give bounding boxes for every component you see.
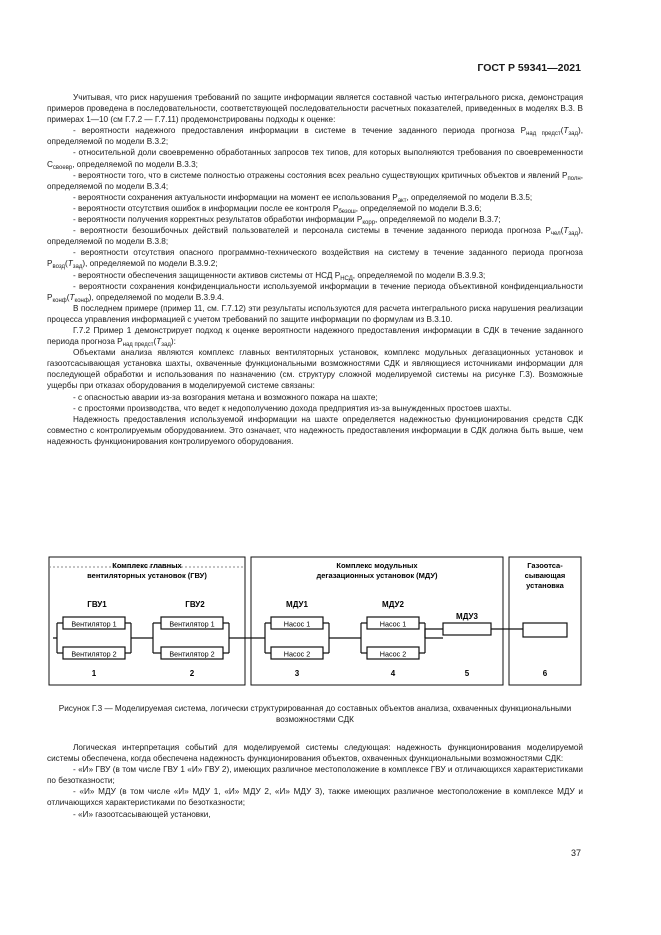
paragraph: Г.7.2 Пример 1 демонстрирует подход к оценке вероятности надежного предоставления информации в СДК в течение заданного периода прогноза $P_{над предст}(T_{зад})$: <box>47 325 583 349</box>
mdu2-label: МДУ2 <box>382 600 404 609</box>
paragraph: Логическая интерпретация событий для моделируемой системы следующая: надежность функционирования моделируемой системы обеспечена, когда обеспечена надежность функционирования объектов, охваченных функциональными возможностями СДК: <box>47 743 583 764</box>
list-item: - вероятности получения корректных результатов обработки информации $P_{корр}$, определяемой по модели В.3.7; <box>73 215 501 227</box>
paragraph: Надежность предоставления используемой информации на шахте определяется надежностью функционирования средств СДК совместно с контролируемым оборудованием. Это означает, что надежность предоставления информации в СДК должна быть выше, чем надежность функционирования контролируемого оборудования. <box>47 414 583 446</box>
list-item: - «И» газоотсасывающей установки, <box>73 809 211 819</box>
figure-caption: Рисунок Г.3 — Моделируемая система, логически структурированная до составных объектов анализа, охваченных функциональными возможностями СДК <box>58 704 572 725</box>
page-number: 37 <box>570 848 581 858</box>
mdu3-label: МДУ3 <box>456 612 478 621</box>
list-item: - вероятности отсутствия опасного программно-технического воздействия на систему в течение заданного периода прогноза $P_{возд}(T_{зад})$, определяемой по модели В.3.9.2; <box>47 248 583 271</box>
list-item: - «И» МДУ (в том числе «И» МДУ 1, «И» МДУ 2, «И» МДУ 3), также имеющих различное местоположение в комплексе МДУ и отличающихся характеристиками по безотказности; <box>47 787 583 808</box>
object-number-1: 1 <box>91 669 97 678</box>
standard-number: ГОСТ Р 59341—2021 <box>477 62 581 74</box>
paragraph: В последнем примере (пример 11, см. Г.7.12) эти результаты используются для расчета интегрального риска нарушения реализации процесса управления информацией с учетом требований по защите информации по формулам из В.3.10. <box>47 303 583 324</box>
list-item: - «И» ГВУ (в том числе ГВУ 1 «И» ГВУ 2), имеющих различное местоположение в комплексе ГВУ и отличающихся характеристиками по безотказности; <box>47 765 583 786</box>
mdu-title-line2: дегазационных установок (МДУ) <box>316 571 438 580</box>
list-item: - вероятности сохранения конфиденциальности используемой информации в течение периода объективной конфиденциальности $P_{конф}(T_{конф})$, определяемой по модели В.3.9.4. <box>47 281 583 304</box>
mdu1-pump1: Насос 1 <box>283 619 311 629</box>
system-structure-diagram <box>47 555 583 687</box>
list-item: - вероятности того, что в системе полностью отражены состояния всех реально существующих критичных объектов и явлений $P_{полн}$, определяемой по модели В.3.4; <box>47 170 583 191</box>
object-number-3: 3 <box>294 669 300 678</box>
gvu2-label: ГВУ2 <box>185 600 205 609</box>
mdu1-label: МДУ1 <box>286 600 308 609</box>
object-number-6: 6 <box>542 669 548 678</box>
body-text-bottom <box>47 742 583 820</box>
list-item: - с опасностью аварии из-за возгорания метана и возможного пожара на шахте; <box>73 392 378 402</box>
object-number-4: 4 <box>390 669 396 678</box>
gou-title-line2: сывающая <box>524 571 566 580</box>
object-number-2: 2 <box>189 669 195 678</box>
paragraph: Учитывая, что риск нарушения требований по защите информации является составной частью интегрального риска, демонстрация примеров проведена в последовательности, соответствующей последовательности расчетных показателей, приведенных в моделях В.3. В примерах 1—10 (см Г.7.2 — Г.7.11) продемонстрированы подходы к оценке: <box>47 93 583 125</box>
gvu-title-line1: Комплекс главных <box>112 561 182 570</box>
body-text-top <box>47 92 583 447</box>
gvu2-fan1: Вентилятор 1 <box>169 619 215 629</box>
mdu2-pump2: Насос 2 <box>379 649 407 659</box>
list-item: - с простоями производства, что ведет к недополучению дохода предприятия из-за вынужденных простоев шахты. <box>73 403 512 413</box>
mdu-title-line1: Комплекс модульных <box>336 561 418 570</box>
gvu-title-line2: вентиляторных установок (ГВУ) <box>87 571 207 580</box>
list-item: - вероятности надежного предоставления информации в системе в течение заданного периода прогноза $P_{над предст}(T_{зад})$, определяемой по модели В.3.2; <box>47 126 583 147</box>
gou-title-line1: Газоотса- <box>527 561 563 570</box>
gou-title-line3: установка <box>526 581 564 590</box>
gvu1-fan2: Вентилятор 2 <box>71 649 117 659</box>
gvu1-fan1: Вентилятор 1 <box>71 619 117 629</box>
list-item: - относительной доли своевременно обработанных запросов тех типов, для которых выполняются требования по своевременности $C_{своевр}$, определяемой по модели В.3.3; <box>47 148 583 171</box>
object-number-5: 5 <box>464 669 470 678</box>
list-item: - вероятности сохранения актуальности информации на момент ее использования $P_{акт}$, определяемой по модели В.3.5; <box>73 192 533 204</box>
list-item: - вероятности обеспечения защищенности активов системы от НСД $P_{НСД}$, определяемой по модели В.3.9.3; <box>73 270 486 282</box>
mdu2-pump1: Насос 1 <box>379 619 407 629</box>
list-item: - вероятности безошибочных действий пользователей и персонала системы в течение заданного периода прогноза $P_{чел}(T_{зад})$, определяемой по модели В.3.8; <box>47 226 583 247</box>
paragraph: Объектами анализа являются комплекс главных вентиляторных установок, комплекс модульных дегазационных установок и газоотсасывающая установка шахты, охваченные функциональными возможностями СДК и являющиеся источниками информации для последующей обработки и использования по назначению (см. структуру сложной моделируемой системы на рисунке Г.3). Возможные ущербы при отказах оборудования в моделируемой системе связаны: <box>47 348 583 391</box>
mdu1-pump2: Насос 2 <box>283 649 311 659</box>
list-item: - вероятности отсутствия ошибок в информации после ее контроля $P_{безош}$, определяемой по модели В.3.6; <box>73 203 482 215</box>
gvu1-label: ГВУ1 <box>87 600 107 609</box>
gvu2-fan2: Вентилятор 2 <box>169 649 215 659</box>
